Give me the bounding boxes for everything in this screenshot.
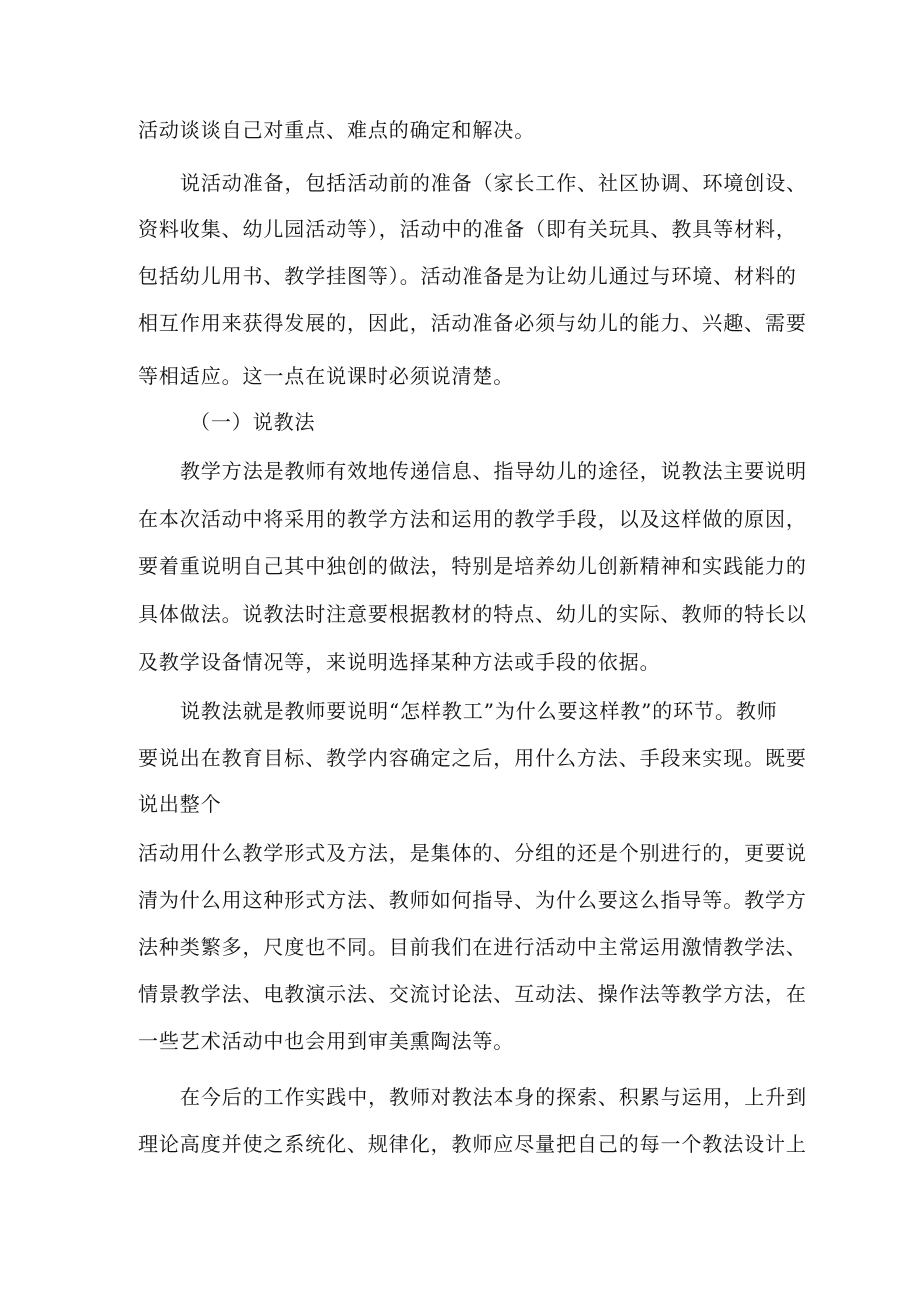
paragraph-line: 法种类繁多，尺度也不同。目前我们在进行活动中主常运用激情教学法、 — [138, 935, 807, 959]
paragraph-line: 说教法就是教师要说明“怎样教工”为什么要这样教”的环节。教师 — [180, 699, 778, 723]
paragraph-line: 一些艺术活动中也会用到审美熏陶法等。 — [138, 1029, 515, 1053]
paragraph-line: 清为什么用这种形式方法、教师如何指导、为什么要这么指导等。教学方 — [138, 888, 807, 912]
paragraph-line: 在本次活动中将采用的教学方法和运用的教学手段，以及这样做的原因， — [138, 507, 807, 531]
paragraph-line: 活动谈谈自己对重点、难点的确定和解决。 — [138, 118, 536, 142]
paragraph-line: 相互作用来获得发展的，因此，活动准备必须与幼儿的能力、兴趣、需要 — [138, 311, 807, 335]
paragraph-line: 资料收集、幼儿园活动等），活动中的准备（即有关玩具、教具等材料， — [138, 217, 797, 241]
paragraph-line: 具体做法。说教法时注意要根据教材的特点、幼儿的实际、教师的特长以 — [138, 602, 807, 626]
paragraph-line: 说活动准备，包括活动前的准备（家长工作、社区协调、环境创设、 — [180, 171, 807, 195]
paragraph-line: 情景教学法、电教演示法、交流讨论法、互动法、操作法等教学方法，在 — [138, 982, 807, 1006]
paragraph-line: 等相适应。这一点在说课时必须说清楚。 — [138, 364, 515, 388]
paragraph-line: 教学方法是教师有效地传递信息、指导幼儿的途径，说教法主要说明 — [180, 459, 807, 483]
paragraph-line: 在今后的工作实践中，教师对教法本身的探索、积累与运用，上升到 — [180, 1085, 807, 1109]
paragraph-line: 包括幼儿用书、教学挂图等）。活动准备是为让幼儿通过与环境、材料的 — [138, 264, 797, 288]
paragraph-line: 说出整个 — [138, 792, 222, 816]
paragraph-line: 要着重说明自己其中独创的做法，特别是培养幼儿创新精神和实践能力的 — [138, 554, 807, 578]
paragraph-line: 活动用什么教学形式及方法，是集体的、分组的还是个别进行的，更要说 — [138, 841, 807, 865]
section-heading: （一）说教法 — [190, 410, 316, 434]
paragraph-line: 及教学设备情况等，来说明选择某种方法或手段的依据。 — [138, 650, 661, 674]
paragraph-line: 要说出在教育目标、教学内容确定之后，用什么方法、手段来实现。既要 — [138, 746, 807, 770]
paragraph-line: 理论高度并使之系统化、规律化，教师应尽量把自己的每一个教法设计上 — [138, 1132, 807, 1156]
